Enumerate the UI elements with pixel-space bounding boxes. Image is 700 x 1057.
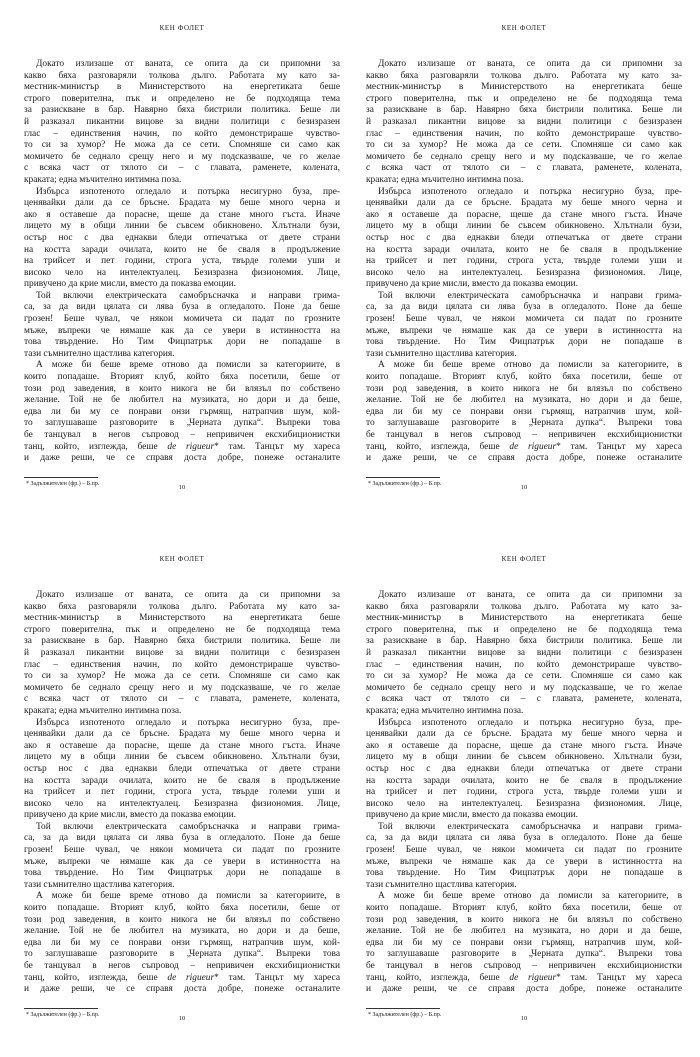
text-line: остър нос с два еднакви бледи отпечатъка от двете страни — [366, 232, 682, 243]
text-line: местник-министър в Министерството на енергетиката беше — [366, 613, 682, 624]
text-line: тази съмнително щастлива категория. — [366, 348, 517, 359]
text-line: това твърдение. Но Тим Фицпатрък дори не попадаше в — [24, 337, 340, 348]
text-line: грозен! Беше чувал, че някои момичета си падат по грозните — [366, 845, 682, 856]
page-number: 10 — [178, 1015, 186, 1022]
text-line: то си за хумор? Не можа да се сети. Спомняше си само как — [366, 140, 682, 151]
text-line: остър нос с два еднакви бледи отпечатъка от двете страни — [24, 763, 340, 774]
text-line: ако я оставеше да порасне, щеше да стане много гъста. Иначе — [366, 209, 682, 220]
text-line: местник-министър в Министерството на енергетиката беше — [24, 613, 340, 624]
text-line: Докато излизаше от ваната, се опита да си припомни за — [36, 590, 340, 600]
text-line: желание. Той не бе любител на музиката, но дори и да беше, — [24, 395, 340, 406]
text-line: лицето му в общи линии бе съвсем обикновено. Хлътнали бузи, — [366, 752, 682, 763]
body-text — [366, 590, 682, 996]
text-line: то заглушаваше разговорите в „Черната дупка“. Въпреки това — [24, 949, 340, 960]
body-text — [24, 59, 340, 465]
text-line: за разискване в бар. Навярно бяха бистрили политика. Беше ли — [366, 636, 682, 647]
text-line: Докато излизаше от ваната, се опита да си припомни за — [378, 59, 682, 69]
text-line: за разискване в бар. Навярно бяха бистрили политика. Беше ли — [24, 636, 340, 647]
text-line: какво бяха разговаряли толкова дълго. Работата му като за- — [24, 70, 340, 81]
text-line: краката; една мъчително интимна поза. — [24, 174, 182, 185]
text-line: Той включи електрическата самобръсначка и направи грима- — [36, 290, 340, 301]
text-line: Избърса изпотеното огледало и потърка несигурно буза, пре- — [36, 717, 340, 728]
text-line: краката; една мъчително интимна поза. — [366, 174, 524, 185]
footnote: * Задължителен (фр.) – Б.пр. — [368, 480, 442, 487]
text-line: бе танцувал в негов съпровод – непривичен ексхибиционистки — [366, 430, 682, 440]
text-line: мъже, въпреки че нямаше как да се увери в истинността на — [366, 856, 682, 867]
text-line: ценявайки дали да се бръсне. Брадата му беше много черна и — [24, 729, 340, 740]
text-line: едва ли би му се понрави онзи гърмящ, натрапчив шум, кой- — [366, 937, 682, 948]
page-number: 10 — [520, 1015, 528, 1022]
text-line: лицето му в общи линии бе съвсем обикновено. Хлътнали бузи, — [24, 752, 340, 763]
text-line: Той включи електрическата самобръсначка и направи грима- — [36, 821, 340, 832]
text-line: строго поверителна, пък и определено не бе подходяща тема — [24, 624, 340, 635]
text-line: глас – единствения начин, по който демонстрираше чувство- — [24, 659, 340, 670]
text-line: желание. Той не бе любител на музиката, но дори и да беше, — [366, 395, 682, 406]
text-line: А може би беше време отново да помисли за категориите, в — [36, 891, 340, 902]
text-line: са, за да види цялата си лява буза в огледалото. Поне да беше — [24, 833, 340, 844]
text-line: й разказал пикантни вицове за видни политици с безизразен — [24, 647, 340, 658]
text-line: А може би беше време отново да помисли за категориите, в — [378, 891, 682, 902]
text-line: мъже, въпреки че нямаше как да се увери в истинността на — [24, 856, 340, 867]
text-line: този род заведения, в които никога не би влязъл по собствено — [366, 914, 682, 925]
running-header: КЕН ФОЛЕТ — [501, 24, 547, 32]
text-line: ценявайки дали да се бръсне. Брадата му беше много черна и — [366, 198, 682, 209]
text-line: то си за хумор? Не можа да се сети. Спомняше си само как — [24, 671, 340, 682]
text-line: с всяка част от тялото си – с главата, раменете, колената, — [366, 694, 682, 705]
text-line: глас – единствения начин, по който демонстрираше чувство- — [24, 128, 340, 139]
text-line: лицето му в общи линии бе съвсем обикновено. Хлътнали бузи, — [366, 221, 682, 232]
footnote-rule — [366, 477, 440, 478]
text-line: момичето бе седнало срещу него и му подсказваше, че го желае — [366, 151, 682, 162]
text-line: привучено да крие мисли, вместо да показва емоции. — [366, 810, 578, 821]
text-line: то си за хумор? Не можа да се сети. Спомняше си само как — [24, 140, 340, 151]
text-line: на костта заради очилата, които не бе сваля в продължение — [366, 244, 682, 255]
text-line: то си за хумор? Не можа да се сети. Спомняше си само как — [366, 671, 682, 682]
text-line: и даже реши, че се справя доста добре, понеже останалите — [24, 984, 340, 995]
text-line: ако я оставеше да порасне, щеше да стане много гъста. Иначе — [24, 209, 340, 220]
text-line: остър нос с два еднакви бледи отпечатъка от двете страни — [24, 232, 340, 243]
text-line: са, за да види цялата си лява буза в огледалото. Поне да беше — [24, 302, 340, 313]
text-line: строго поверителна, пък и определено не бе подходяща тема — [366, 624, 682, 635]
text-line: Той включи електрическата самобръсначка и направи грима- — [378, 290, 682, 301]
text-line: и даже реши, че се справя доста добре, понеже останалите — [366, 984, 682, 995]
text-line: високо чело на интелектуалец. Безизразна физиономия. Лице, — [24, 267, 340, 278]
text-line: танц, който, изглежда, беше de rigueur* там. Танцът му хареса — [366, 441, 682, 452]
text-line: тази съмнително щастлива категория. — [366, 879, 517, 890]
text-line: този род заведения, в които никога не би влязъл по собствено — [24, 383, 340, 394]
footnote-rule — [24, 1008, 98, 1009]
text-line: Избърса изпотеното огледало и потърка несигурно буза, пре- — [378, 717, 682, 728]
text-line: с всяка част от тялото си – с главата, раменете, колената, — [24, 694, 340, 705]
text-line: високо чело на интелектуалец. Безизразна физиономия. Лице, — [24, 798, 340, 809]
text-line: мъже, въпреки че нямаше как да се увери в истинността на — [366, 325, 682, 336]
text-line: тази съмнително щастлива категория. — [24, 879, 175, 890]
text-line: момичето бе седнало срещу него и му подсказваше, че го желае — [24, 682, 340, 693]
text-line: бе танцувал в негов съпровод – непривичен ексхибиционистки — [24, 961, 340, 971]
text-line: този род заведения, в които никога не би влязъл по собствено — [366, 383, 682, 394]
text-line: с всяка част от тялото си – с главата, раменете, колената, — [24, 163, 340, 174]
text-line: Той включи електрическата самобръсначка и направи грима- — [378, 821, 682, 832]
text-line: желание. Той не бе любител на музиката, но дори и да беше, — [366, 926, 682, 937]
text-line: строго поверителна, пък и определено не бе подходяща тема — [366, 93, 682, 104]
text-line: това твърдение. Но Тим Фицпатрък дори не попадаше в — [366, 868, 682, 879]
text-line: момичето бе седнало срещу него и му подсказваше, че го желае — [24, 151, 340, 162]
text-line: желание. Той не бе любител на музиката, но дори и да беше, — [24, 926, 340, 937]
text-line: танц, който, изглежда, беше de rigueur* там. Танцът му хареса — [24, 972, 340, 983]
book-page-bottom-right — [366, 545, 682, 1045]
running-header: КЕН ФОЛЕТ — [159, 555, 205, 563]
text-line: високо чело на интелектуалец. Безизразна физиономия. Лице, — [366, 267, 682, 278]
running-header: КЕН ФОЛЕТ — [501, 555, 547, 563]
text-line: високо чело на интелектуалец. Безизразна физиономия. Лице, — [366, 798, 682, 809]
text-line: които попадаше. Вторият клуб, който бяха посетили, беше от — [366, 372, 682, 383]
text-line: за разискване в бар. Навярно бяха бистрили политика. Беше ли — [366, 105, 682, 116]
text-line: какво бяха разговаряли толкова дълго. Работата му като за- — [366, 601, 682, 612]
text-line: краката; една мъчително интимна поза. — [366, 705, 524, 716]
text-line: й разказал пикантни вицове за видни политици с безизразен — [24, 116, 340, 127]
book-page-top-left — [24, 14, 340, 514]
text-line: то заглушаваше разговорите в „Черната дупка“. Въпреки това — [366, 418, 682, 429]
text-line: Избърса изпотеното огледало и потърка несигурно буза, пре- — [36, 186, 340, 197]
text-line: лицето му в общи линии бе съвсем обикновено. Хлътнали бузи, — [24, 221, 340, 232]
footnote-rule — [366, 1008, 440, 1009]
footnote: * Задължителен (фр.) – Б.пр. — [368, 1011, 442, 1018]
book-page-top-right — [366, 14, 682, 514]
text-line: привучено да крие мисли, вместо да показва емоции. — [24, 810, 236, 821]
footnote-rule — [24, 477, 98, 478]
book-page-bottom-left — [24, 545, 340, 1045]
text-line: които попадаше. Вторият клуб, който бяха посетили, беше от — [24, 903, 340, 914]
text-line: какво бяха разговаряли толкова дълго. Работата му като за- — [366, 70, 682, 81]
text-line: ако я оставеше да порасне, щеше да стане много гъста. Иначе — [24, 740, 340, 751]
text-line: А може би беше време отново да помисли за категориите, в — [378, 360, 682, 371]
text-line: то заглушаваше разговорите в „Черната дупка“. Въпреки това — [366, 949, 682, 960]
text-line: на трийсет и пет години, строга уста, твърде големи уши и — [366, 787, 682, 798]
text-line: ценявайки дали да се бръсне. Брадата му беше много черна и — [366, 729, 682, 740]
text-line: този род заведения, в които никога не би влязъл по собствено — [24, 914, 340, 925]
text-line: едва ли би му се понрави онзи гърмящ, натрапчив шум, кой- — [24, 937, 340, 948]
text-line: на костта заради очилата, които не бе сваля в продължение — [24, 244, 340, 255]
text-line: местник-министър в Министерството на енергетиката беше — [24, 82, 340, 93]
text-line: грозен! Беше чувал, че някои момичета си падат по грозните — [24, 314, 340, 325]
text-line: с всяка част от тялото си – с главата, раменете, колената, — [366, 163, 682, 174]
text-line: й разказал пикантни вицове за видни политици с безизразен — [366, 647, 682, 658]
text-line: на трийсет и пет години, строга уста, твърде големи уши и — [24, 256, 340, 267]
text-line: Избърса изпотеното огледало и потърка несигурно буза, пре- — [378, 186, 682, 197]
text-line: грозен! Беше чувал, че някои момичета си падат по грозните — [24, 845, 340, 856]
text-line: привучено да крие мисли, вместо да показва емоции. — [366, 279, 578, 290]
text-line: бе танцувал в негов съпровод – непривичен ексхибиционистки — [366, 961, 682, 971]
text-line: са, за да види цялата си лява буза в огледалото. Поне да беше — [366, 302, 682, 313]
text-line: ако я оставеше да порасне, щеше да стане много гъста. Иначе — [366, 740, 682, 751]
text-line: на костта заради очилата, които не бе сваля в продължение — [366, 775, 682, 786]
text-line: мъже, въпреки че нямаше как да се увери в истинността на — [24, 325, 340, 336]
text-line: Докато излизаше от ваната, се опита да си припомни за — [36, 59, 340, 69]
text-line: танц, който, изглежда, беше de rigueur* там. Танцът му хареса — [24, 441, 340, 452]
text-line: какво бяха разговаряли толкова дълго. Работата му като за- — [24, 601, 340, 612]
text-line: тази съмнително щастлива категория. — [24, 348, 175, 359]
text-line: това твърдение. Но Тим Фицпатрък дори не попадаше в — [24, 868, 340, 879]
text-line: са, за да види цялата си лява буза в огледалото. Поне да беше — [366, 833, 682, 844]
body-text — [24, 590, 340, 996]
text-line: то заглушаваше разговорите в „Черната дупка“. Въпреки това — [24, 418, 340, 429]
text-line: на трийсет и пет години, строга уста, твърде големи уши и — [366, 256, 682, 267]
text-line: танц, който, изглежда, беше de rigueur* там. Танцът му хареса — [366, 972, 682, 983]
text-line: А може би беше време отново да помисли за категориите, в — [36, 360, 340, 371]
text-line: на трийсет и пет години, строга уста, твърде големи уши и — [24, 787, 340, 798]
text-line: й разказал пикантни вицове за видни политици с безизразен — [366, 116, 682, 127]
text-line: привучено да крие мисли, вместо да показва емоции. — [24, 279, 236, 290]
text-line: момичето бе седнало срещу него и му подсказваше, че го желае — [366, 682, 682, 693]
text-line: и даже реши, че се справя доста добре, понеже останалите — [24, 453, 340, 464]
body-text — [366, 59, 682, 465]
text-line: глас – единствения начин, по който демонстрираше чувство- — [366, 128, 682, 139]
text-line: това твърдение. Но Тим Фицпатрък дори не попадаше в — [366, 337, 682, 348]
text-line: едва ли би му се понрави онзи гърмящ, натрапчив шум, кой- — [366, 406, 682, 417]
text-line: ценявайки дали да се бръсне. Брадата му беше много черна и — [24, 198, 340, 209]
text-line: местник-министър в Министерството на енергетиката беше — [366, 82, 682, 93]
text-line: за разискване в бар. Навярно бяха бистрили политика. Беше ли — [24, 105, 340, 116]
text-line: които попадаше. Вторият клуб, който бяха посетили, беше от — [366, 903, 682, 914]
text-line: едва ли би му се понрави онзи гърмящ, натрапчив шум, кой- — [24, 406, 340, 417]
text-line: на костта заради очилата, които не бе сваля в продължение — [24, 775, 340, 786]
text-line: строго поверителна, пък и определено не бе подходяща тема — [24, 93, 340, 104]
text-line: краката; една мъчително интимна поза. — [24, 705, 182, 716]
text-line: бе танцувал в негов съпровод – непривичен ексхибиционистки — [24, 430, 340, 440]
text-line: глас – единствения начин, по който демонстрираше чувство- — [366, 659, 682, 670]
text-line: остър нос с два еднакви бледи отпечатъка от двете страни — [366, 763, 682, 774]
running-header: КЕН ФОЛЕТ — [159, 24, 205, 32]
text-line: които попадаше. Вторият клуб, който бяха посетили, беше от — [24, 372, 340, 383]
footnote: * Задължителен (фр.) – Б.пр. — [26, 480, 100, 487]
text-line: и даже реши, че се справя доста добре, понеже останалите — [366, 453, 682, 464]
page-number: 10 — [178, 484, 186, 491]
footnote: * Задължителен (фр.) – Б.пр. — [26, 1011, 100, 1018]
page-number: 10 — [520, 484, 528, 491]
text-line: Докато излизаше от ваната, се опита да си припомни за — [378, 590, 682, 600]
text-line: грозен! Беше чувал, че някои момичета си падат по грозните — [366, 314, 682, 325]
